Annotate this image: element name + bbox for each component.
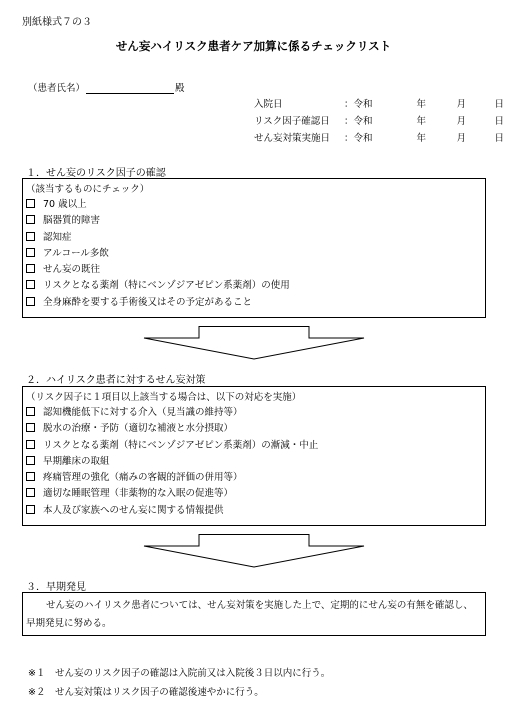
- item-label: 認知機能低下に対する介入（見当識の維持等）: [43, 407, 243, 418]
- list-item[interactable]: [23, 246, 485, 262]
- item-label: リスクとなる薬剤（特にベンゾジアゼピン系薬剤）の漸減・中止: [43, 439, 319, 451]
- early-detection-text: せん妄のハイリスク患者については、せん妄対策を実施した上で、定期的にせん妄の有無を確認し、早期発見に努める。: [26, 600, 473, 629]
- early-detection-box: [22, 592, 486, 636]
- date-month: 月: [456, 116, 466, 127]
- list-item[interactable]: [23, 405, 485, 421]
- checkbox[interactable]: [26, 456, 35, 465]
- patient-name-line[interactable]: [86, 93, 174, 94]
- down-arrow-icon: [143, 534, 365, 568]
- date-month: 月: [456, 99, 466, 110]
- item-label: 本人及び家族へのせん妄に関する情報提供: [43, 504, 224, 516]
- date-day: 日: [494, 133, 504, 144]
- checkbox[interactable]: [26, 264, 35, 273]
- date-row: [254, 130, 504, 147]
- list-item[interactable]: [23, 454, 485, 470]
- date-label: リスク因子確認日: [254, 116, 330, 127]
- risk-factor-box: [22, 178, 486, 318]
- checkbox[interactable]: [26, 407, 35, 416]
- item-label: せん妄の既往: [43, 264, 101, 276]
- item-label: 早期離床の取組: [43, 455, 110, 467]
- date-day: 日: [494, 116, 504, 127]
- list-item[interactable]: [23, 421, 485, 437]
- list-item[interactable]: [23, 197, 485, 213]
- countermeasure-header: （リスク因子に１項目以上該当する場合は、以下の対応を実施）: [26, 392, 302, 403]
- date-era: ：令和: [344, 133, 373, 144]
- date-month: 月: [456, 133, 466, 144]
- checkbox[interactable]: [26, 232, 35, 241]
- checkbox[interactable]: [26, 297, 35, 306]
- notes: [28, 664, 330, 702]
- date-era: ：令和: [344, 116, 373, 127]
- list-item[interactable]: [23, 262, 485, 278]
- checkbox[interactable]: [26, 488, 35, 497]
- section1-title: １．せん妄のリスク因子の確認: [26, 168, 166, 179]
- note-item: ※１ せん妄のリスク因子の確認は入院前又は入院後３日以内に行う。: [28, 668, 331, 679]
- risk-factor-header: （該当するものにチェック）: [26, 184, 150, 195]
- note-item: ※２ せん妄対策はリスク因子の確認後速やかに行う。: [28, 687, 264, 698]
- patient-label: （患者氏名）: [28, 83, 86, 94]
- checkbox[interactable]: [26, 505, 35, 514]
- patient-name-field: [28, 80, 185, 94]
- page-title: せん妄ハイリスク患者ケア加算に係るチェックリスト: [115, 39, 392, 53]
- checkbox[interactable]: [26, 248, 35, 257]
- down-arrow-icon: [143, 326, 365, 360]
- item-label: 適切な睡眠管理（非薬物的な入眠の促進等）: [43, 488, 234, 500]
- section3-title: ３．早期発見: [26, 582, 86, 593]
- form-number: 別紙様式７の３: [22, 17, 92, 28]
- list-item[interactable]: [23, 295, 485, 311]
- date-day: 日: [494, 99, 504, 110]
- item-label: 全身麻酔を要する手術後又はその予定があること: [43, 296, 253, 308]
- list-item[interactable]: [23, 438, 485, 454]
- item-label: 脱水の治療・予防（適切な補液と水分摂取）: [43, 423, 234, 435]
- list-item[interactable]: [23, 503, 485, 519]
- date-label: 入院日: [254, 99, 283, 110]
- checkbox[interactable]: [26, 215, 35, 224]
- item-label: 70 歳以上: [43, 199, 87, 210]
- list-item[interactable]: [23, 486, 485, 502]
- date-year: 年: [416, 116, 426, 127]
- list-item[interactable]: [23, 470, 485, 486]
- item-label: 脳器質的障害: [43, 215, 101, 227]
- date-year: 年: [416, 99, 426, 110]
- date-row: [254, 113, 504, 130]
- section2-title: ２．ハイリスク患者に対するせん妄対策: [26, 375, 206, 386]
- checkbox[interactable]: [26, 199, 35, 208]
- item-label: 認知症: [43, 231, 72, 243]
- checkbox[interactable]: [26, 472, 35, 481]
- countermeasure-box: [22, 386, 486, 526]
- checkbox[interactable]: [26, 423, 35, 432]
- date-year: 年: [416, 133, 426, 144]
- list-item[interactable]: [23, 278, 485, 294]
- date-row: [254, 96, 504, 113]
- dates-block: [254, 96, 504, 147]
- item-label: 疼痛管理の強化（痛みの客観的評価の併用等）: [43, 472, 243, 484]
- list-item[interactable]: [23, 213, 485, 229]
- date-label: せん妄対策実施日: [254, 133, 331, 144]
- list-item[interactable]: [23, 230, 485, 246]
- item-label: リスクとなる薬剤（特にベンゾジアゼピン系薬剤）の使用: [43, 280, 290, 292]
- checkbox[interactable]: [26, 440, 35, 449]
- checkbox[interactable]: [26, 280, 35, 289]
- date-era: ：令和: [344, 99, 373, 110]
- patient-suffix: 殿: [175, 83, 185, 94]
- item-label: アルコール多飲: [43, 247, 109, 259]
